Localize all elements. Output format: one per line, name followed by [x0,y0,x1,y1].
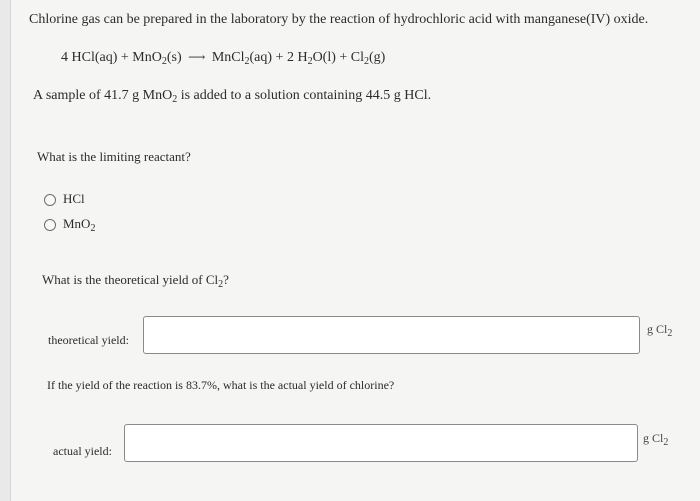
chemical-equation: 4 HCl(aq) + MnO$_2$(s) ⟶ MnCl$_2$(aq) + 2 $H_2O(l) + Cl_2(g)$ [61,50,386,67]
sample-statement: A sample of 41.7 g MnO$_2$ is added to a solution containing 44.5 g HCl. [33,88,432,105]
theoretical-yield-label: theoretical yield: [48,333,129,347]
actual-yield-question: If the yield of the reaction is 83.7%, what is the actual yield of chlorine? [47,378,395,392]
theoretical-yield-unit: g $Cl_2$ [647,322,673,339]
reaction-arrow: ⟶ [188,50,206,64]
limiting-reactant-question: What is the limiting reactant? [37,149,191,164]
option-mno2-label[interactable]: MnO$_2$ [63,216,96,234]
actual-yield-input[interactable] [124,424,638,462]
actual-yield-unit: g $Cl_2$ [643,431,669,448]
theoretical-yield-question: What is the theoretical yield of $Cl_2$? [42,272,229,290]
actual-yield-label: actual yield: [53,444,112,458]
theoretical-yield-input[interactable] [143,316,640,354]
option-hcl-label[interactable]: HCl [63,191,85,206]
option-mno2-radio[interactable] [44,219,56,231]
problem-intro: Chlorine gas can be prepared in the laboratory by the reaction of hydrochloric acid with manganese(IV) oxide. [29,12,649,27]
option-hcl-radio[interactable] [44,194,56,206]
